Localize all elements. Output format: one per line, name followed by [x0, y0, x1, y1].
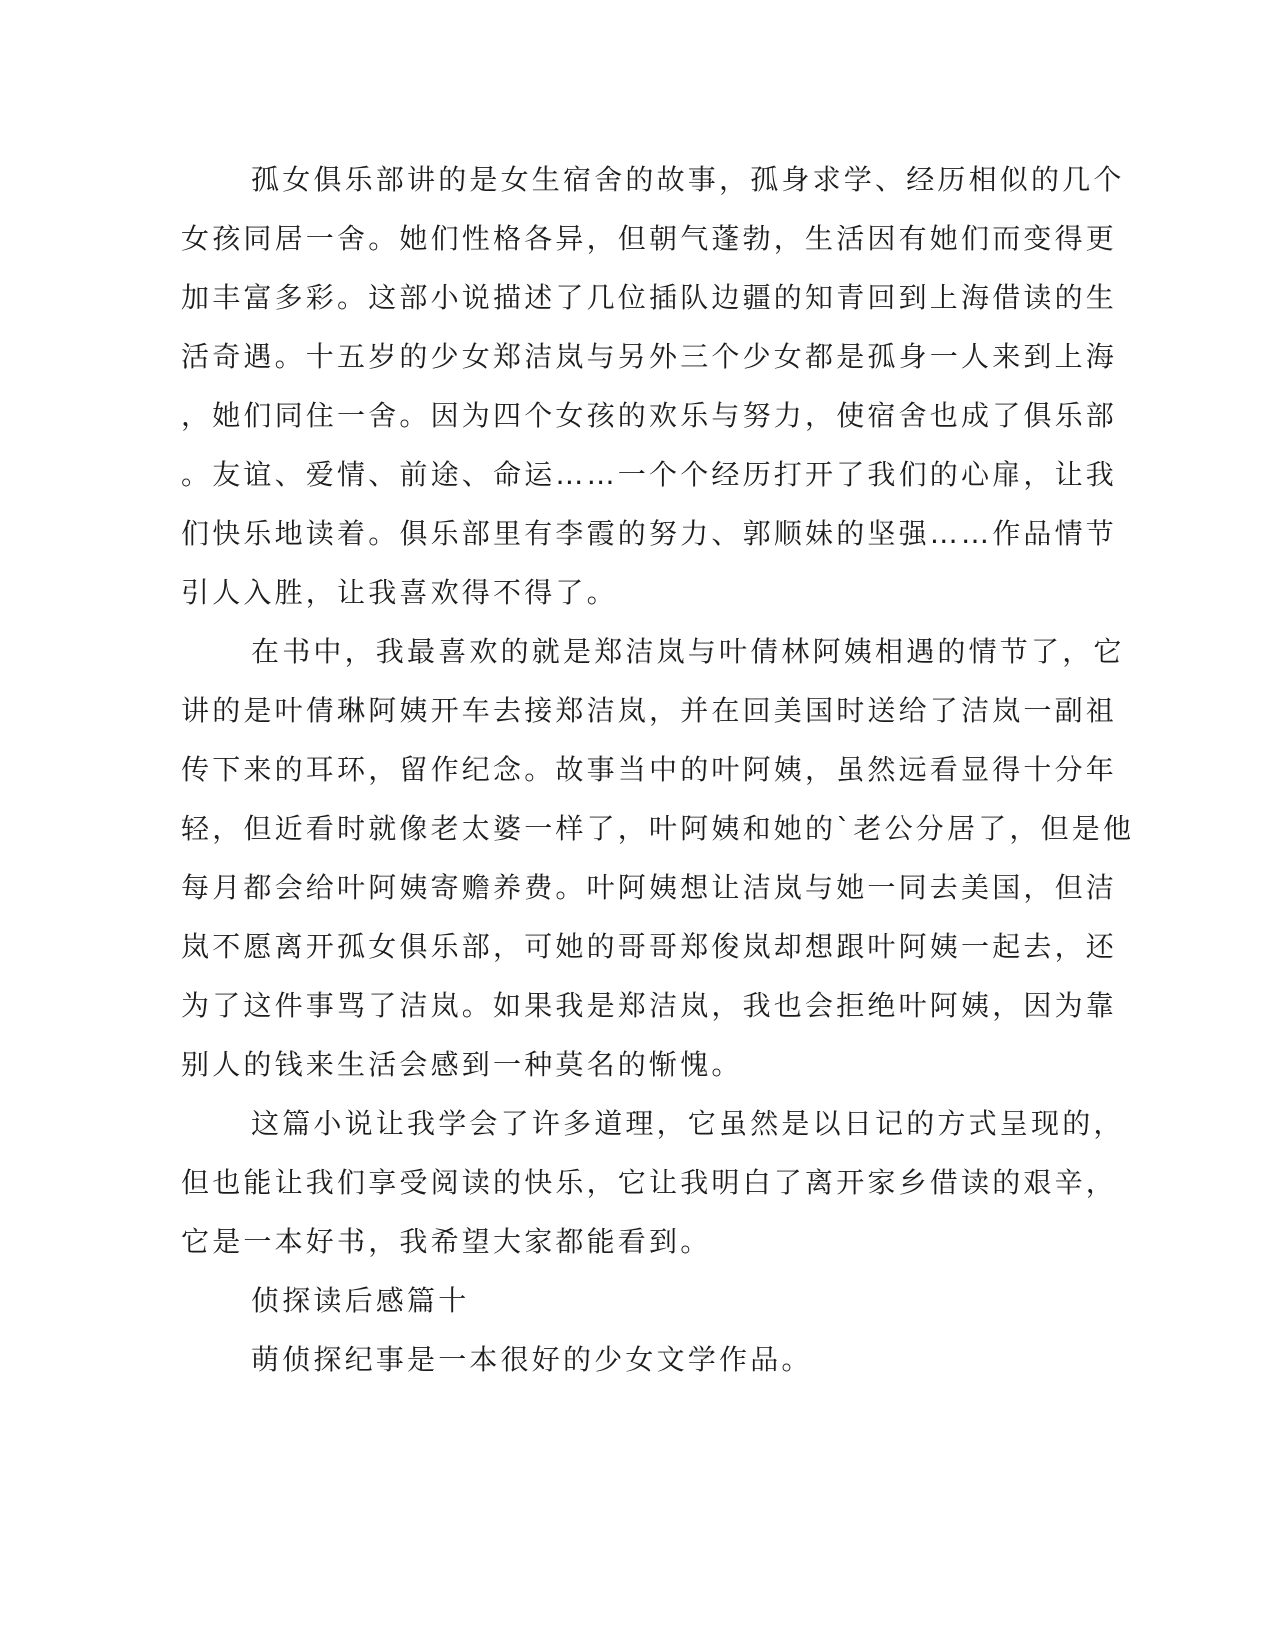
text-line: 女孩同居一舍。她们性格各异，但朝气蓬勃，生活因有她们而变得更	[181, 222, 1118, 255]
text-line: 引人入胜，让我喜欢得不得了。	[181, 576, 618, 609]
text-line: 但也能让我们享受阅读的快乐，它让我明白了离开家乡借读的艰辛，	[181, 1166, 1118, 1199]
text-line: 。友谊、爱情、前途、命运……一个个经历打开了我们的心扉，让我	[181, 458, 1118, 491]
text-line: 讲的是叶倩琳阿姨开车去接郑洁岚，并在回美国时送给了洁岚一副祖	[181, 694, 1118, 727]
text-line: 别人的钱来生活会感到一种莫名的惭愧。	[181, 1048, 743, 1081]
text-line: 传下来的耳环，留作纪念。故事当中的叶阿姨，虽然远看显得十分年	[181, 753, 1118, 786]
text-line: 岚不愿离开孤女俱乐部，可她的哥哥郑俊岚却想跟叶阿姨一起去，还	[181, 930, 1118, 963]
text-line: 轻，但近看时就像老太婆一样了，叶阿姨和她的`老公分居了，但是他	[181, 812, 1135, 845]
text-line: 们快乐地读着。俱乐部里有李霞的努力、郭顺妹的坚强……作品情节	[181, 517, 1118, 550]
text-line: ，她们同住一舍。因为四个女孩的欢乐与努力，使宿舍也成了俱乐部	[181, 399, 1118, 432]
text-line: 萌侦探纪事是一本很好的少女文学作品。	[251, 1343, 813, 1376]
text-line: 孤女俱乐部讲的是女生宿舍的故事，孤身求学、经历相似的几个	[251, 163, 1125, 196]
text-line: 加丰富多彩。这部小说描述了几位插队边疆的知青回到上海借读的生	[181, 281, 1118, 314]
text-line: 活奇遇。十五岁的少女郑洁岚与另外三个少女都是孤身一人来到上海	[181, 340, 1118, 373]
section-heading: 侦探读后感篇十	[251, 1284, 470, 1317]
text-line: 这篇小说让我学会了许多道理，它虽然是以日记的方式呈现的，	[251, 1107, 1125, 1140]
text-line: 在书中，我最喜欢的就是郑洁岚与叶倩林阿姨相遇的情节了，它	[251, 635, 1125, 668]
text-line: 它是一本好书，我希望大家都能看到。	[181, 1225, 712, 1258]
text-line: 每月都会给叶阿姨寄赡养费。叶阿姨想让洁岚与她一同去美国，但洁	[181, 871, 1118, 904]
text-line: 为了这件事骂了洁岚。如果我是郑洁岚，我也会拒绝叶阿姨，因为靠	[181, 989, 1118, 1022]
